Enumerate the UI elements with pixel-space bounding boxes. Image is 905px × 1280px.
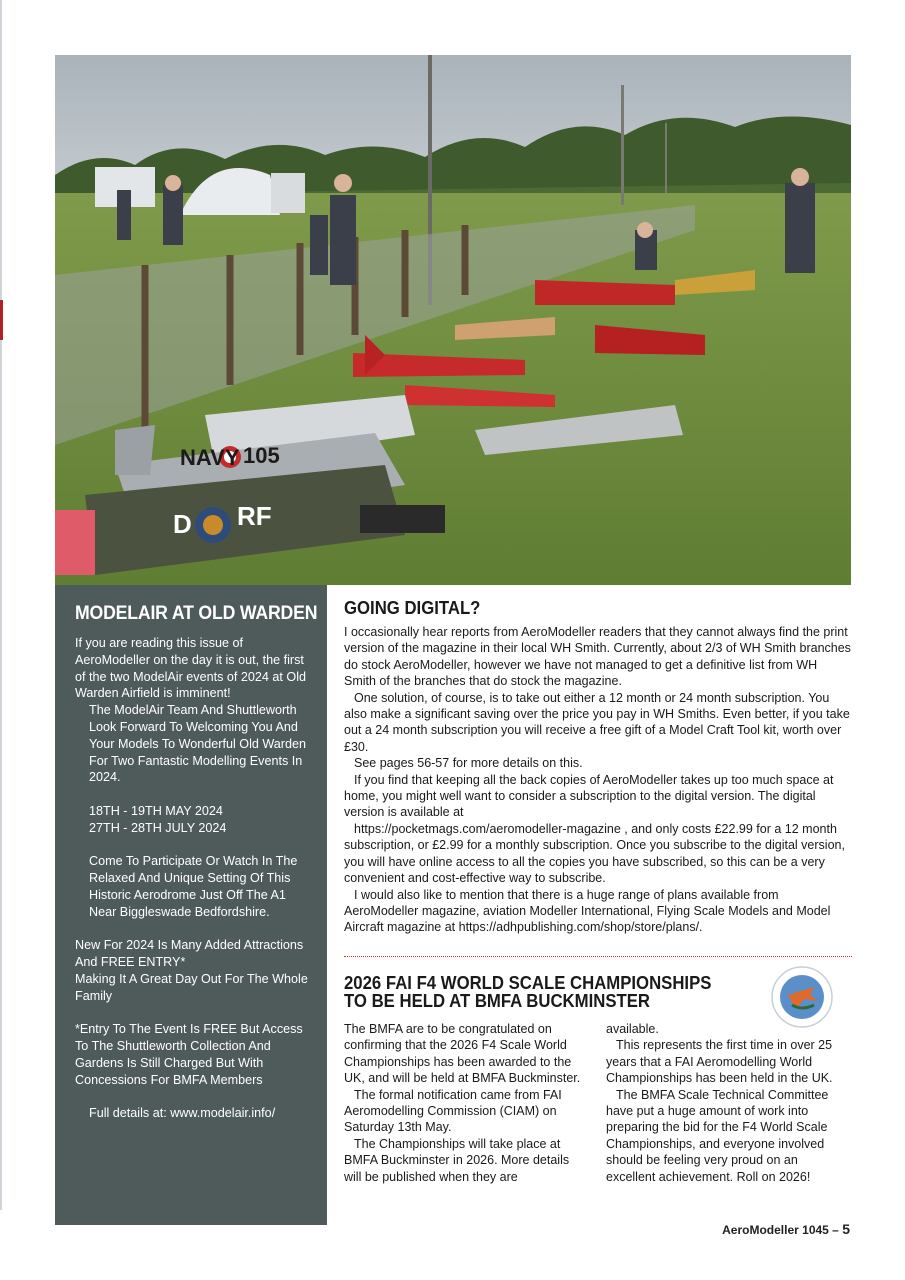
sidebar-new-2: And FREE ENTRY*	[75, 955, 186, 970]
sidebar-details: Full details at: www.modelair.info/	[89, 1106, 276, 1121]
page-footer	[722, 1221, 850, 1237]
sidebar-team: The ModelAir Team And Shuttleworth Look Forward To Welcoming You And Your Models To Wonderful Old Warden For Two Fantastic Modelling Events In 2024.	[89, 703, 307, 785]
digital-title: GOING DIGITAL?	[344, 598, 481, 618]
digital-para-6: I would also like to mention that there is a huge range of plans available from AeroModeller magazine, aviation Modeller International, Flying Scale Models and Model Aircraft magazine at https://adhpublishing.com/shop/store/plans/.	[344, 887, 831, 935]
d-marking: D	[173, 509, 192, 539]
modelair-sidebar	[55, 585, 327, 1225]
page-edge-line	[0, 0, 2, 1210]
digital-para-4: If you find that keeping all the back copies of AeroModeller takes up too much space at home, you might well want to consider a subscription to the digital version. The digital version is available at	[344, 772, 834, 820]
championships-logo	[770, 965, 834, 1029]
sidebar-date-1: 18TH - 19TH MAY 2024	[89, 803, 223, 818]
rf-marking: RF	[237, 501, 272, 531]
section-divider	[344, 956, 852, 957]
sidebar-new-1: New For 2024 Is Many Added Attractions	[75, 938, 304, 953]
digital-para-1: I occasionally hear reports from AeroModeller readers that they cannot always find the print version of the magazine in their local WH Smith. Currently, about 2/3 of WH Smith branches do stock AeroModeller, however we have not managed to get a definitive list from WH Smith of the branches that do stock the magazine.	[344, 625, 851, 689]
going-digital-article	[344, 598, 852, 936]
model-aircraft-photo	[55, 55, 851, 585]
page-number: 5	[842, 1221, 850, 1237]
navy-marking: NAVY	[180, 445, 240, 470]
champs-column-b	[606, 1021, 846, 1185]
champs-a-para-1: The BMFA are to be congratulated on confirming that the 2026 F4 Scale World Championships has been awarded to the UK, and will be held at BMFA Buckminster.	[344, 1022, 581, 1086]
champs-a-para-2: The formal notification came from FAI Aeromodelling Commission (CIAM) on Saturday 13th May.	[344, 1087, 562, 1135]
digital-para-3: See pages 56-57 for more details on this.	[354, 756, 583, 771]
sidebar-title: MODELAIR AT OLD WARDEN	[75, 603, 318, 624]
champs-b-para-2: This represents the first time in over 25 years that a FAI Aeromodelling World Championships has been held in the UK.	[606, 1038, 833, 1086]
digital-para-5: https://pocketmags.com/aeromodeller-magazine , and only costs £22.99 for a 12 month subscription, or £2.99 for a monthly subscription. Once you subscribe to the digital version, you will have online access to all the copies you have subscribed, so this can be a very convenient and cost-effective way to subscribe.	[344, 821, 845, 886]
page-edge-mark	[0, 300, 3, 340]
sidebar-new-3: Making It A Great Day Out For The Whole Family	[75, 971, 308, 1003]
champs-a-para-3: The Championships will take place at BMFA Buckminster in 2026. More details will be published when they are	[344, 1136, 570, 1184]
navy-number: 105	[243, 443, 280, 468]
sidebar-date-2: 27TH - 28TH JULY 2024	[89, 820, 227, 835]
footer-magazine: AeroModeller 1045 –	[722, 1223, 839, 1237]
sidebar-entry-note: *Entry To The Event Is FREE But Access To The Shuttleworth Collection And Gardens Is Still Charged But With Concessions For BMFA Members	[75, 1022, 303, 1087]
sidebar-intro: If you are reading this issue of AeroModeller on the day it is out, the first of the two ModelAir events of 2024 at Old Warden Airfield is imminent!	[75, 636, 307, 701]
champs-b-para-3: The BMFA Scale Technical Committee have put a huge amount of work into preparing the bid for the F4 World Scale Championships, and everyone involved should be feeling very proud on an excellent achievement. Roll on 2026!	[606, 1087, 829, 1184]
sidebar-participate: Come To Participate Or Watch In The Relaxed And Unique Setting Of This Historic Aerodrome Just Off The A1 Near Biggleswade Bedfordshire.	[89, 854, 298, 919]
digital-para-2: One solution, of course, is to take out either a 12 month or 24 month subscription. You also make a significant saving over the price you pay in WH Smiths. Even better, if you take out a 24 month subscription you will receive a free gift of a Model Craft Tool kit, worth over £30.	[344, 690, 850, 754]
champs-column-a	[344, 1021, 584, 1185]
champs-title: 2026 FAI F4 WORLD SCALE CHAMPIONSHIPS TO BE HELD AT BMFA BUCKMINSTER	[344, 973, 712, 1011]
champs-b-para-1: available.	[606, 1022, 659, 1036]
